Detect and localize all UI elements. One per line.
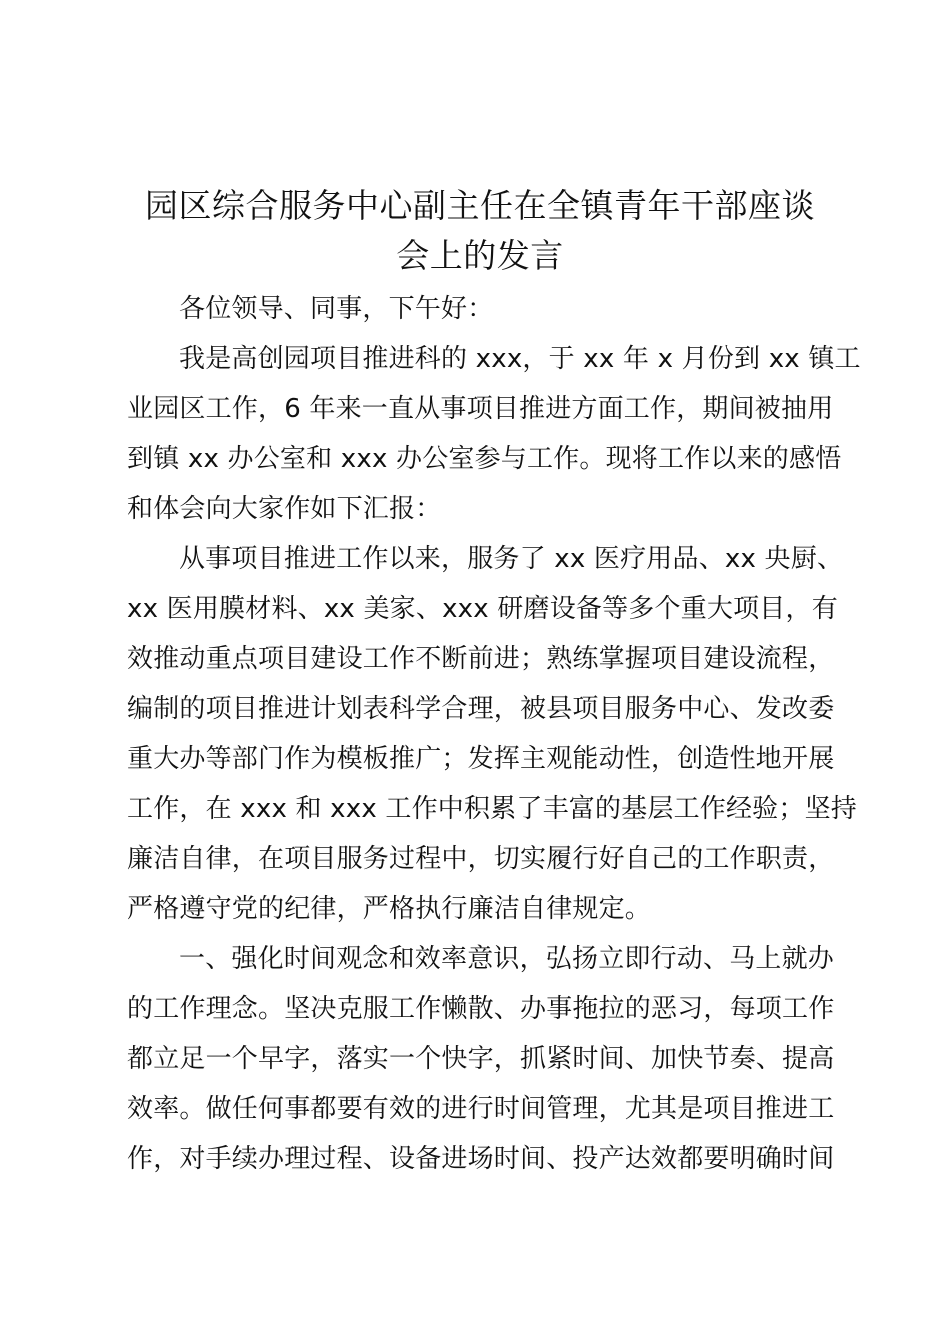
paragraph-line: 我是高创园项目推进科的 xxx，于 xx 年 x 月份到 xx 镇工 [179,344,861,374]
paragraph-line: 重大办等部门作为模板推广；发挥主观能动性，创造性地开展 [127,744,835,774]
paragraph-line: 一、强化时间观念和效率意识，弘扬立即行动、马上就办 [179,944,835,974]
title-line: 园区综合服务中心副主任在全镇青年干部座谈 [145,186,815,225]
paragraph-line: 编制的项目推进计划表科学合理，被县项目服务中心、发改委 [127,694,835,724]
paragraph-line: 廉洁自律，在项目服务过程中，切实履行好自己的工作职责， [127,844,835,874]
section-one-paragraph [127,934,833,1184]
greeting-paragraph [127,284,833,334]
paragraph-line: 都立足一个早字，落实一个快字，抓紧时间、加快节奏、提高 [127,1044,835,1074]
paragraph-line: xx 医用膜材料、xx 美家、xxx 研磨设备等多个重大项目，有 [127,594,838,624]
paragraph-line: 和体会向大家作如下汇报： [127,494,442,524]
paragraph-line: 效率。做任何事都要有效的进行时间管理，尤其是项目推进工 [127,1094,835,1124]
experience-paragraph [127,534,857,934]
document-title [127,181,833,281]
paragraph-line: 从事项目推进工作以来，服务了 xx 医疗用品、xx 央厨、 [179,544,844,574]
paragraph-line: 严格遵守党的纪律，严格执行廉洁自律规定。 [127,894,652,924]
paragraph-line: 业园区工作，6 年来一直从事项目推进方面工作，期间被抽用 [127,394,834,424]
title-line: 会上的发言 [396,236,564,275]
paragraph-line: 效推动重点项目建设工作不断前进；熟练掌握项目建设流程， [127,644,835,674]
paragraph-line: 各位领导、同事，下午好： [179,294,494,324]
document-body [127,181,861,1184]
paragraph-line: 的工作理念。坚决克服工作懒散、办事拖拉的恶习，每项工作 [127,994,835,1024]
paragraph-line: 作，对手续办理过程、设备进场时间、投产达效都要明确时间 [127,1144,835,1174]
paragraph-line: 到镇 xx 办公室和 xxx 办公室参与工作。现将工作以来的感悟 [127,444,842,474]
intro-paragraph [127,334,861,534]
paragraph-line: 工作，在 xxx 和 xxx 工作中积累了丰富的基层工作经验；坚持 [127,794,857,824]
